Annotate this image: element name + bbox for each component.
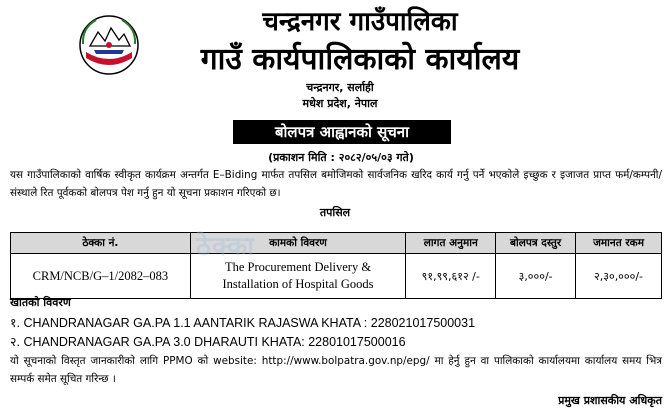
address-line-1: चन्द्रनगर, सर्लाही (306, 81, 374, 94)
cell-bid-fee: ३,०००/- (496, 254, 576, 299)
watermark: ठेक्का (196, 232, 255, 262)
signatory: प्रमुख प्रशासकीय अधिकृत (558, 394, 662, 407)
intro-paragraph: यस गाउँपालिकाको वार्षिक स्वीकृत कार्यक्रम अन्तर्गत E–Biding मार्फत तपसिल बमोजिमको सार्वजनिक खरिद कार्य गर्नु पर्ने भएकोले इच्छुक र इजाजत प्राप्त फर्म/कम्पनी/संस्थाले रित पूर्वकको बोलपत्र पेश गर्नु हुन यो सूचना प्रकाशन गरिएको छ। (10, 169, 662, 199)
schedule-heading: तपसिल (319, 206, 351, 219)
header-cost-estimate: लागत अनुमान (406, 233, 496, 254)
header-security-amount: जमानत रकम (576, 233, 662, 254)
account-item-2: २. CHANDRANAGAR GA.PA 3.0 DHARAUTI KHATA: 22801017500016 (10, 335, 406, 349)
municipality-name: चन्द्रनगर गाउँपालिका (262, 7, 458, 37)
accounts-title: खातको विवरण (10, 296, 71, 309)
account-item-1: १. CHANDRANAGAR GA.PA 1.1 AANTARIK RAJASWA KHATA : 228021017500031 (10, 316, 476, 330)
publish-date: (प्रकाशन मिति : २०८२/०५/०३ गते) (268, 151, 414, 164)
cell-security-amount: २,३०,०००/- (576, 254, 662, 299)
header-description: कामको विवरण (190, 233, 406, 254)
header-bid-fee: बोलपत्र दस्तुर (496, 233, 576, 254)
cell-cost-estimate: ९१,९९,६१२ /- (406, 254, 496, 299)
government-emblem-icon (78, 14, 140, 76)
header-contract-no: ठेक्का नं. (11, 233, 191, 254)
closing-paragraph: यो सूचनाको विस्तृत जानकारीको लागि PPMO को website: http://www.bolpatra.gov.np/epg/ मा हेर्नु हुन वा पालिकाको कार्यालयमा कार्यालय समय भित्र सम्पर्क समेत सूचित गरिन्छ । (10, 355, 662, 385)
office-name: गाउँ कार्यपालिकाको कार्यालय (200, 42, 520, 77)
table-row (11, 254, 662, 299)
description-line-2: Installation of Hospital Goods (222, 277, 374, 291)
notice-title: बोलपत्र आह्वानको सूचना (233, 120, 451, 144)
description-line-1: The Procurement Delivery & (224, 260, 372, 274)
cell-contract-no: CRM/NCB/G–1/2082–083 (11, 254, 191, 299)
address-line-2: मधेश प्रदेश, नेपाल (302, 97, 378, 110)
